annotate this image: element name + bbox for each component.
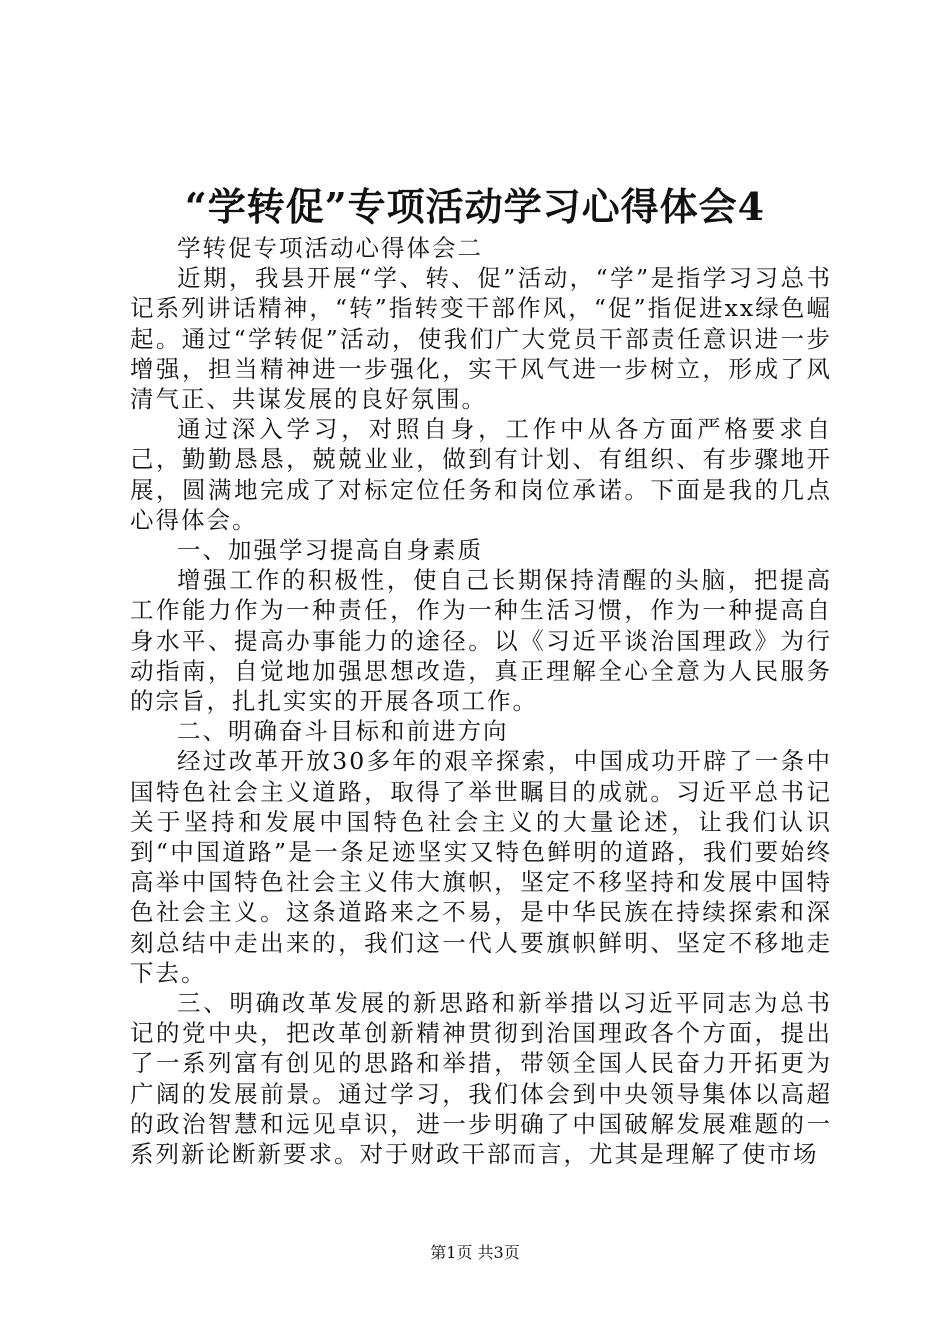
document-title: “学转促”专项活动学习心得体会4 <box>184 184 766 229</box>
paragraph: 经过改革开放30多年的艰辛探索，中国成功开辟了一条中国特色社会主义道路，取得了举世瞩目的成就。习近平总书记关于坚持和发展中国特色社会主义的大量论述，让我们认识到“中国道路”是一条足迹坚实又特色鲜明的道路，我们要始终高举中国特色社会主义伟大旗帜，坚定不移坚持和发展中国特色社会主义。这条道路来之不易，是中华民族在持续探索和深刻总结中走出来的，我们这一代人要旗帜鲜明、坚定不移地走下去。 <box>130 747 832 987</box>
section-heading: 一、加强学习提高自身素质 <box>177 536 483 565</box>
paragraph: 三、明确改革发展的新思路和新举措以习近平同志为总书记的党中央，把改革创新精神贯彻到治国理政各个方面，提出了一系列富有创见的思路和举措，带领全国人民奋力开拓更为广阔的发展前景。通过学习，我们体会到中央领导集体以高超的政治智慧和远见卓识，进一步明确了中国破解发展难题的一系列新论断新要求。对于财政干部而言，尤其是理解了使市场 <box>130 989 832 1169</box>
paragraph: 增强工作的积极性，使自己长期保持清醒的头脑，把提高工作能力作为一种责任，作为一种生活习惯，作为一种提高自身水平、提高办事能力的途径。以《习近平谈治国理政》为行动指南，自觉地加强思想改造，真正理解全心全意为人民服务的宗旨，扎扎实实的开展各项工作。 <box>130 566 832 716</box>
page-number-footer: 第1页 共3页 <box>430 1243 520 1262</box>
paragraph-subtitle: 学转促专项活动心得体会二 <box>177 234 483 262</box>
section-heading: 二、明确奋斗目标和前进方向 <box>177 717 509 746</box>
document-body <box>130 233 832 1169</box>
paragraph: 近期，我县开展“学、转、促”活动，“学”是指学习习总书记系列讲话精神，“转”指转变干部作风，“促”指促进xx绿色崛起。通过“学转促”活动，使我们广大党员干部责任意识进一步增强，担当精神进一步强化，实干风气进一步树立，形成了风清气正、共谋发展的良好氛围。 <box>130 264 832 414</box>
paragraph: 通过深入学习，对照自身，工作中从各方面严格要求自己，勤勤恳恳，兢兢业业，做到有计划、有组织、有步骤地开展，圆满地完成了对标定位任务和岗位承诺。下面是我的几点心得体会。 <box>130 415 832 534</box>
